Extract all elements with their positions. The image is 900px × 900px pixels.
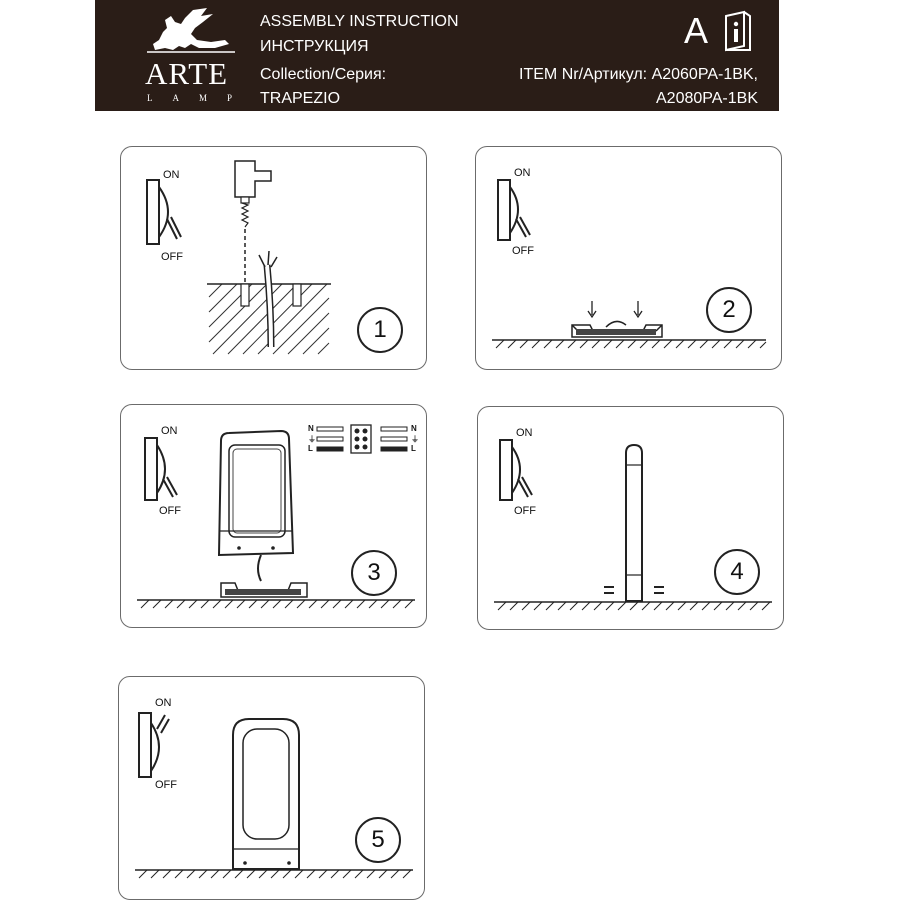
wire-label-ground-left: ⏚: [308, 435, 316, 444]
step-4-illustration: [478, 407, 783, 629]
switch-off-label: OFF: [159, 505, 181, 517]
logo-subtext: LAMP: [147, 93, 253, 103]
step-number: 1: [357, 307, 403, 353]
switch-off-label: OFF: [161, 251, 183, 263]
mounting-base: [572, 321, 662, 337]
wire-label-l-right: L: [411, 444, 416, 453]
switch-on-label: ON: [163, 169, 180, 181]
ground-line: [137, 600, 415, 608]
wire-label-ground-right: ⏚: [411, 435, 419, 444]
title-assembly: ASSEMBLY INSTRUCTION: [260, 13, 459, 30]
switch-off-label: OFF: [155, 779, 177, 791]
collection-name: TRAPEZIO: [260, 90, 341, 107]
step-4-panel: [477, 406, 784, 630]
step-number: 2: [706, 287, 752, 333]
terminal-block-icon: [351, 425, 371, 453]
switch-on-label: ON: [516, 427, 533, 439]
switch-off-label: OFF: [512, 245, 534, 257]
lamp-body: [219, 431, 293, 555]
switch-off-label: OFF: [514, 505, 536, 517]
wiring-diagram-right: [381, 427, 407, 451]
item-number-line2: A2080PA-1BK: [656, 90, 758, 107]
wire-label-n-left: N: [308, 424, 314, 433]
step-2-illustration: [476, 147, 781, 369]
lamp-installed: [233, 719, 299, 869]
wire-label-n-right: N: [411, 424, 417, 433]
wall-switch-icon: [145, 438, 177, 500]
step-5-panel: [118, 676, 425, 900]
step-number: 3: [351, 550, 397, 596]
step-number: 4: [714, 549, 760, 595]
logo-wordmark: ARTE: [145, 56, 229, 91]
ground-line: [135, 870, 413, 878]
switch-on-label: ON: [155, 697, 172, 709]
switch-on-label: ON: [514, 167, 531, 179]
item-number-line1: ITEM Nr/Артикул: A2060PA-1BK,: [519, 66, 758, 83]
ground-line: [492, 340, 766, 348]
step-3-panel: [120, 404, 427, 628]
book-info-icon: [722, 10, 754, 52]
wall-switch-icon: [147, 180, 181, 244]
title-russian: ИНСТРУКЦИЯ: [260, 38, 369, 55]
wiring-diagram-left: [317, 427, 343, 451]
mark-letter: A: [684, 10, 709, 51]
switch-on-label: ON: [161, 425, 178, 437]
wire-label-l-left: L: [308, 444, 313, 453]
brand-logo: [95, 0, 253, 111]
mounting-base: [221, 583, 307, 597]
wall-switch-icon: [139, 713, 169, 777]
lamp-side-view: [626, 445, 642, 601]
step-2-panel: [475, 146, 782, 370]
griffin-logo-icon: [95, 0, 245, 60]
header-banner: [95, 0, 779, 111]
drill-icon: [235, 161, 271, 227]
step-number: 5: [355, 817, 401, 863]
step-1-panel: [120, 146, 427, 370]
wall-switch-icon: [498, 180, 530, 240]
wall-switch-icon: [500, 440, 532, 500]
collection-label: Collection/Серия:: [260, 66, 387, 83]
ground-line: [494, 602, 772, 610]
